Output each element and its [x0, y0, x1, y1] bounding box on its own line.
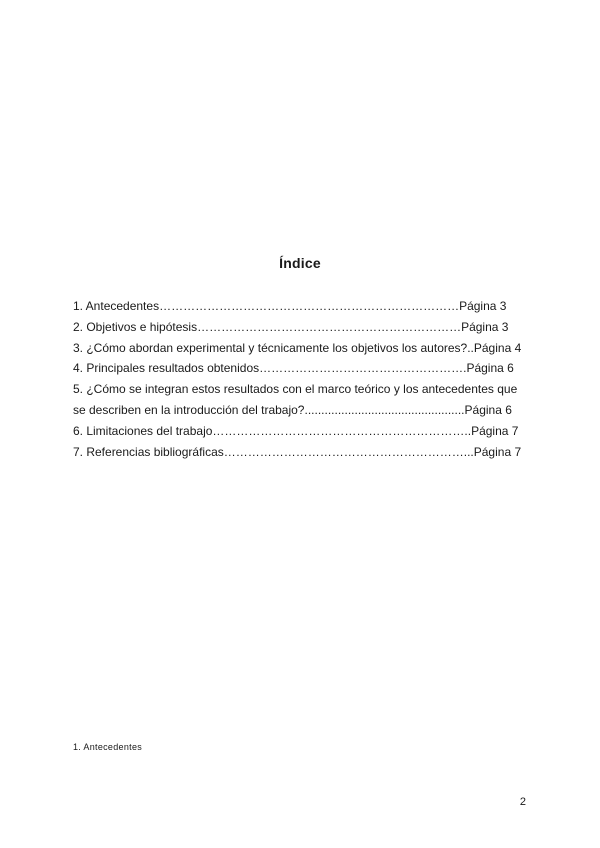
- toc-entry-referencias: 7. Referencias bibliográficas……………………………………………………...Página 7: [73, 444, 522, 459]
- toc-entry-antecedentes: 1. Antecedentes…………………………………………………………………Página 3: [73, 299, 507, 313]
- toc-entry-integracion-line2: se describen en la introducción del trabajo?................................................Página 6: [73, 402, 512, 417]
- toc-entry-resultados: 4. Principales resultados obtenidos…………………………………………….Página 6: [73, 361, 514, 376]
- toc-entry-objetivos: 2. Objetivos e hipótesis…………………………………………………………Página 3: [73, 319, 509, 334]
- toc-entry-abordaje: 3. ¿Cómo abordan experimental y técnicamente los objetivos los autores?..Página 4: [73, 340, 522, 355]
- page-number: 2: [519, 796, 526, 808]
- toc-entry-limitaciones: 6. Limitaciones del trabajo………………………………………………………..Página 7: [73, 423, 519, 438]
- toc-title: Índice: [279, 255, 321, 271]
- table-of-contents: [73, 296, 527, 462]
- section-heading: 1. Antecedentes: [73, 742, 143, 752]
- toc-entry-integracion-line1: 5. ¿Cómo se integran estos resultados con el marco teórico y los antecedentes que: [73, 382, 518, 397]
